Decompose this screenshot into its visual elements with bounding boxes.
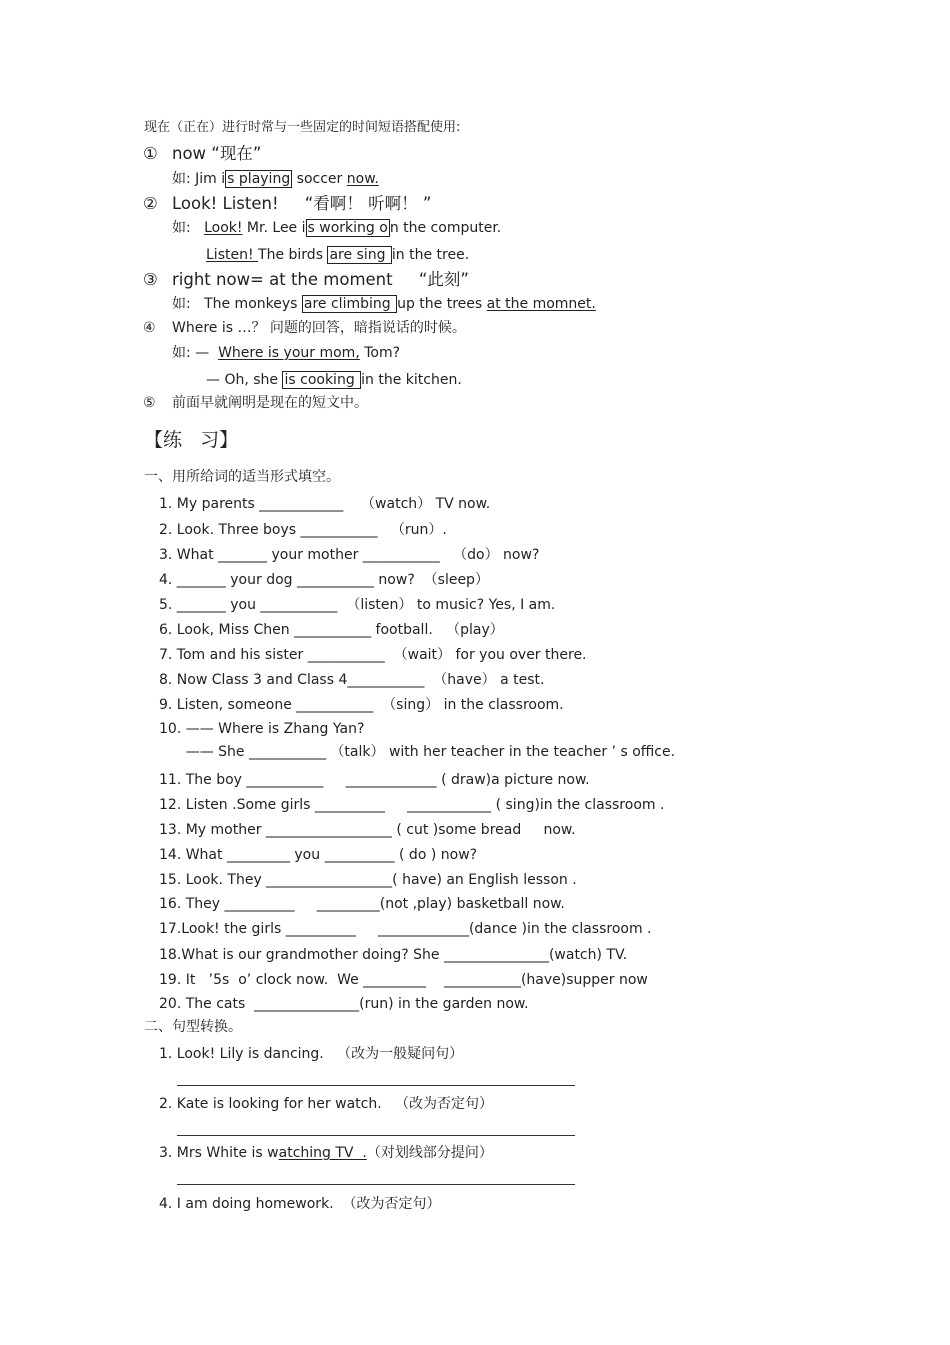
exercise-item: 3. What _______ your mother ___________ （do） now?: [159, 547, 540, 563]
item-number: ⑤: [143, 395, 156, 411]
example-line: — Oh, she is cooking in the kitchen.: [206, 372, 462, 388]
exercise-item: —— She ___________ （talk） with her teacher in the teacher ’ s office.: [159, 744, 676, 760]
item-heading: Look! Listen! “看啊！ 听啊！ ”: [172, 194, 432, 213]
verb-box: are sing: [329, 247, 390, 263]
underlined-phrase: atching TV .: [278, 1145, 367, 1161]
exercise-item: 7. Tom and his sister ___________ （wait） for you over there.: [159, 647, 587, 663]
answer-line[interactable]: [177, 1184, 575, 1185]
exercise-item: 18.What is our grandmother doing? She _______________(watch) TV.: [159, 947, 628, 963]
exercise-item: 17.Look! the girls __________ _____________(dance )in the classroom .: [159, 921, 652, 937]
item-heading: 前面早就阐明是现在的短文中。: [172, 395, 368, 411]
example-line: 如: — Where is your mom, Tom?: [172, 345, 401, 361]
item-number: ③: [143, 270, 158, 289]
time-phrase-underline: now.: [346, 171, 379, 187]
exercise-item: 20. The cats _______________(run) in the garden now.: [159, 996, 529, 1012]
exercise-item: 13. My mother __________________ ( cut )some bread now.: [159, 822, 576, 838]
exercise-item: 9. Listen, someone ___________ （sing） in the classroom.: [159, 697, 564, 713]
example-line: 如: Jim i s playing soccer now.: [172, 171, 379, 187]
exercise-item: 5. _______ you ___________ （listen） to music? Yes, I am.: [159, 597, 556, 613]
transform-item: 4. I am doing homework. （改为否定句）: [159, 1196, 441, 1212]
verb-box: are climbing: [303, 296, 396, 312]
verb-box: is cooking: [284, 372, 360, 388]
exercise-item: 6. Look, Miss Chen ___________ football. （play）: [159, 622, 504, 638]
time-phrase-underline: at the momnet.: [486, 296, 596, 312]
answer-line[interactable]: [177, 1085, 575, 1086]
exercise-item: 10. —— Where is Zhang Yan?: [159, 721, 365, 737]
time-phrase-underline: Listen!: [206, 247, 259, 263]
exercise-item: 4. _______ your dog ___________ now? （sleep）: [159, 572, 489, 588]
exercise-item: 19. It ’5s o’ clock now. We _________ ___________(have)supper now: [159, 972, 648, 988]
question-underline: Where is your mom,: [218, 345, 360, 361]
exercise-item: 14. What _________ you __________ ( do ) now?: [159, 847, 478, 863]
example-line: Listen! The birds are sing in the tree.: [206, 247, 470, 263]
time-phrase-underline: Look!: [204, 220, 243, 236]
answer-line[interactable]: [177, 1135, 575, 1136]
section-title: 二、句型转换。: [144, 1019, 242, 1035]
example-line: 如: Look! Mr. Lee i s working o n the computer.: [172, 220, 502, 236]
transform-item: 2. Kate is looking for her watch. （改为否定句）: [159, 1096, 494, 1112]
verb-box: s playing: [227, 171, 291, 187]
exercise-item: 1. My parents ____________ （watch） TV now.: [159, 496, 491, 512]
example-line: 如: The monkeys are climbing up the trees at the momnet.: [172, 296, 596, 312]
item-number: ①: [143, 144, 158, 163]
item-heading: Where is …？ 问题的回答，暗指说话的时候。: [172, 320, 466, 336]
exercise-item: 8. Now Class 3 and Class 4___________ （have） a test.: [159, 672, 545, 688]
item-heading: right now= at the moment “此刻”: [172, 270, 469, 289]
item-heading: now “现在”: [172, 144, 262, 163]
exercise-item: 16. They __________ _________(not ,play) basketball now.: [159, 896, 565, 912]
exercise-item: 12. Listen .Some girls __________ ____________ ( sing)in the classroom .: [159, 797, 665, 813]
intro-text: 现在（正在）进行时常与一些固定的时间短语搭配使用:: [144, 120, 461, 135]
section-title: 一、用所给词的适当形式填空。: [144, 469, 340, 485]
transform-item: 3. Mrs White is watching TV .（对划线部分提问）: [159, 1145, 493, 1161]
item-number: ④: [143, 320, 156, 336]
exercise-item: 2. Look. Three boys ___________ （run）.: [159, 522, 447, 538]
exercise-item: 11. The boy ___________ _____________ ( draw)a picture now.: [159, 772, 590, 788]
item-number: ②: [143, 194, 158, 213]
practice-title: 【练 习】: [144, 429, 239, 451]
transform-item: 1. Look! Lily is dancing. （改为一般疑问句）: [159, 1046, 464, 1062]
verb-box: s working o: [307, 220, 388, 236]
exercise-item: 15. Look. They __________________( have) an English lesson .: [159, 872, 577, 888]
